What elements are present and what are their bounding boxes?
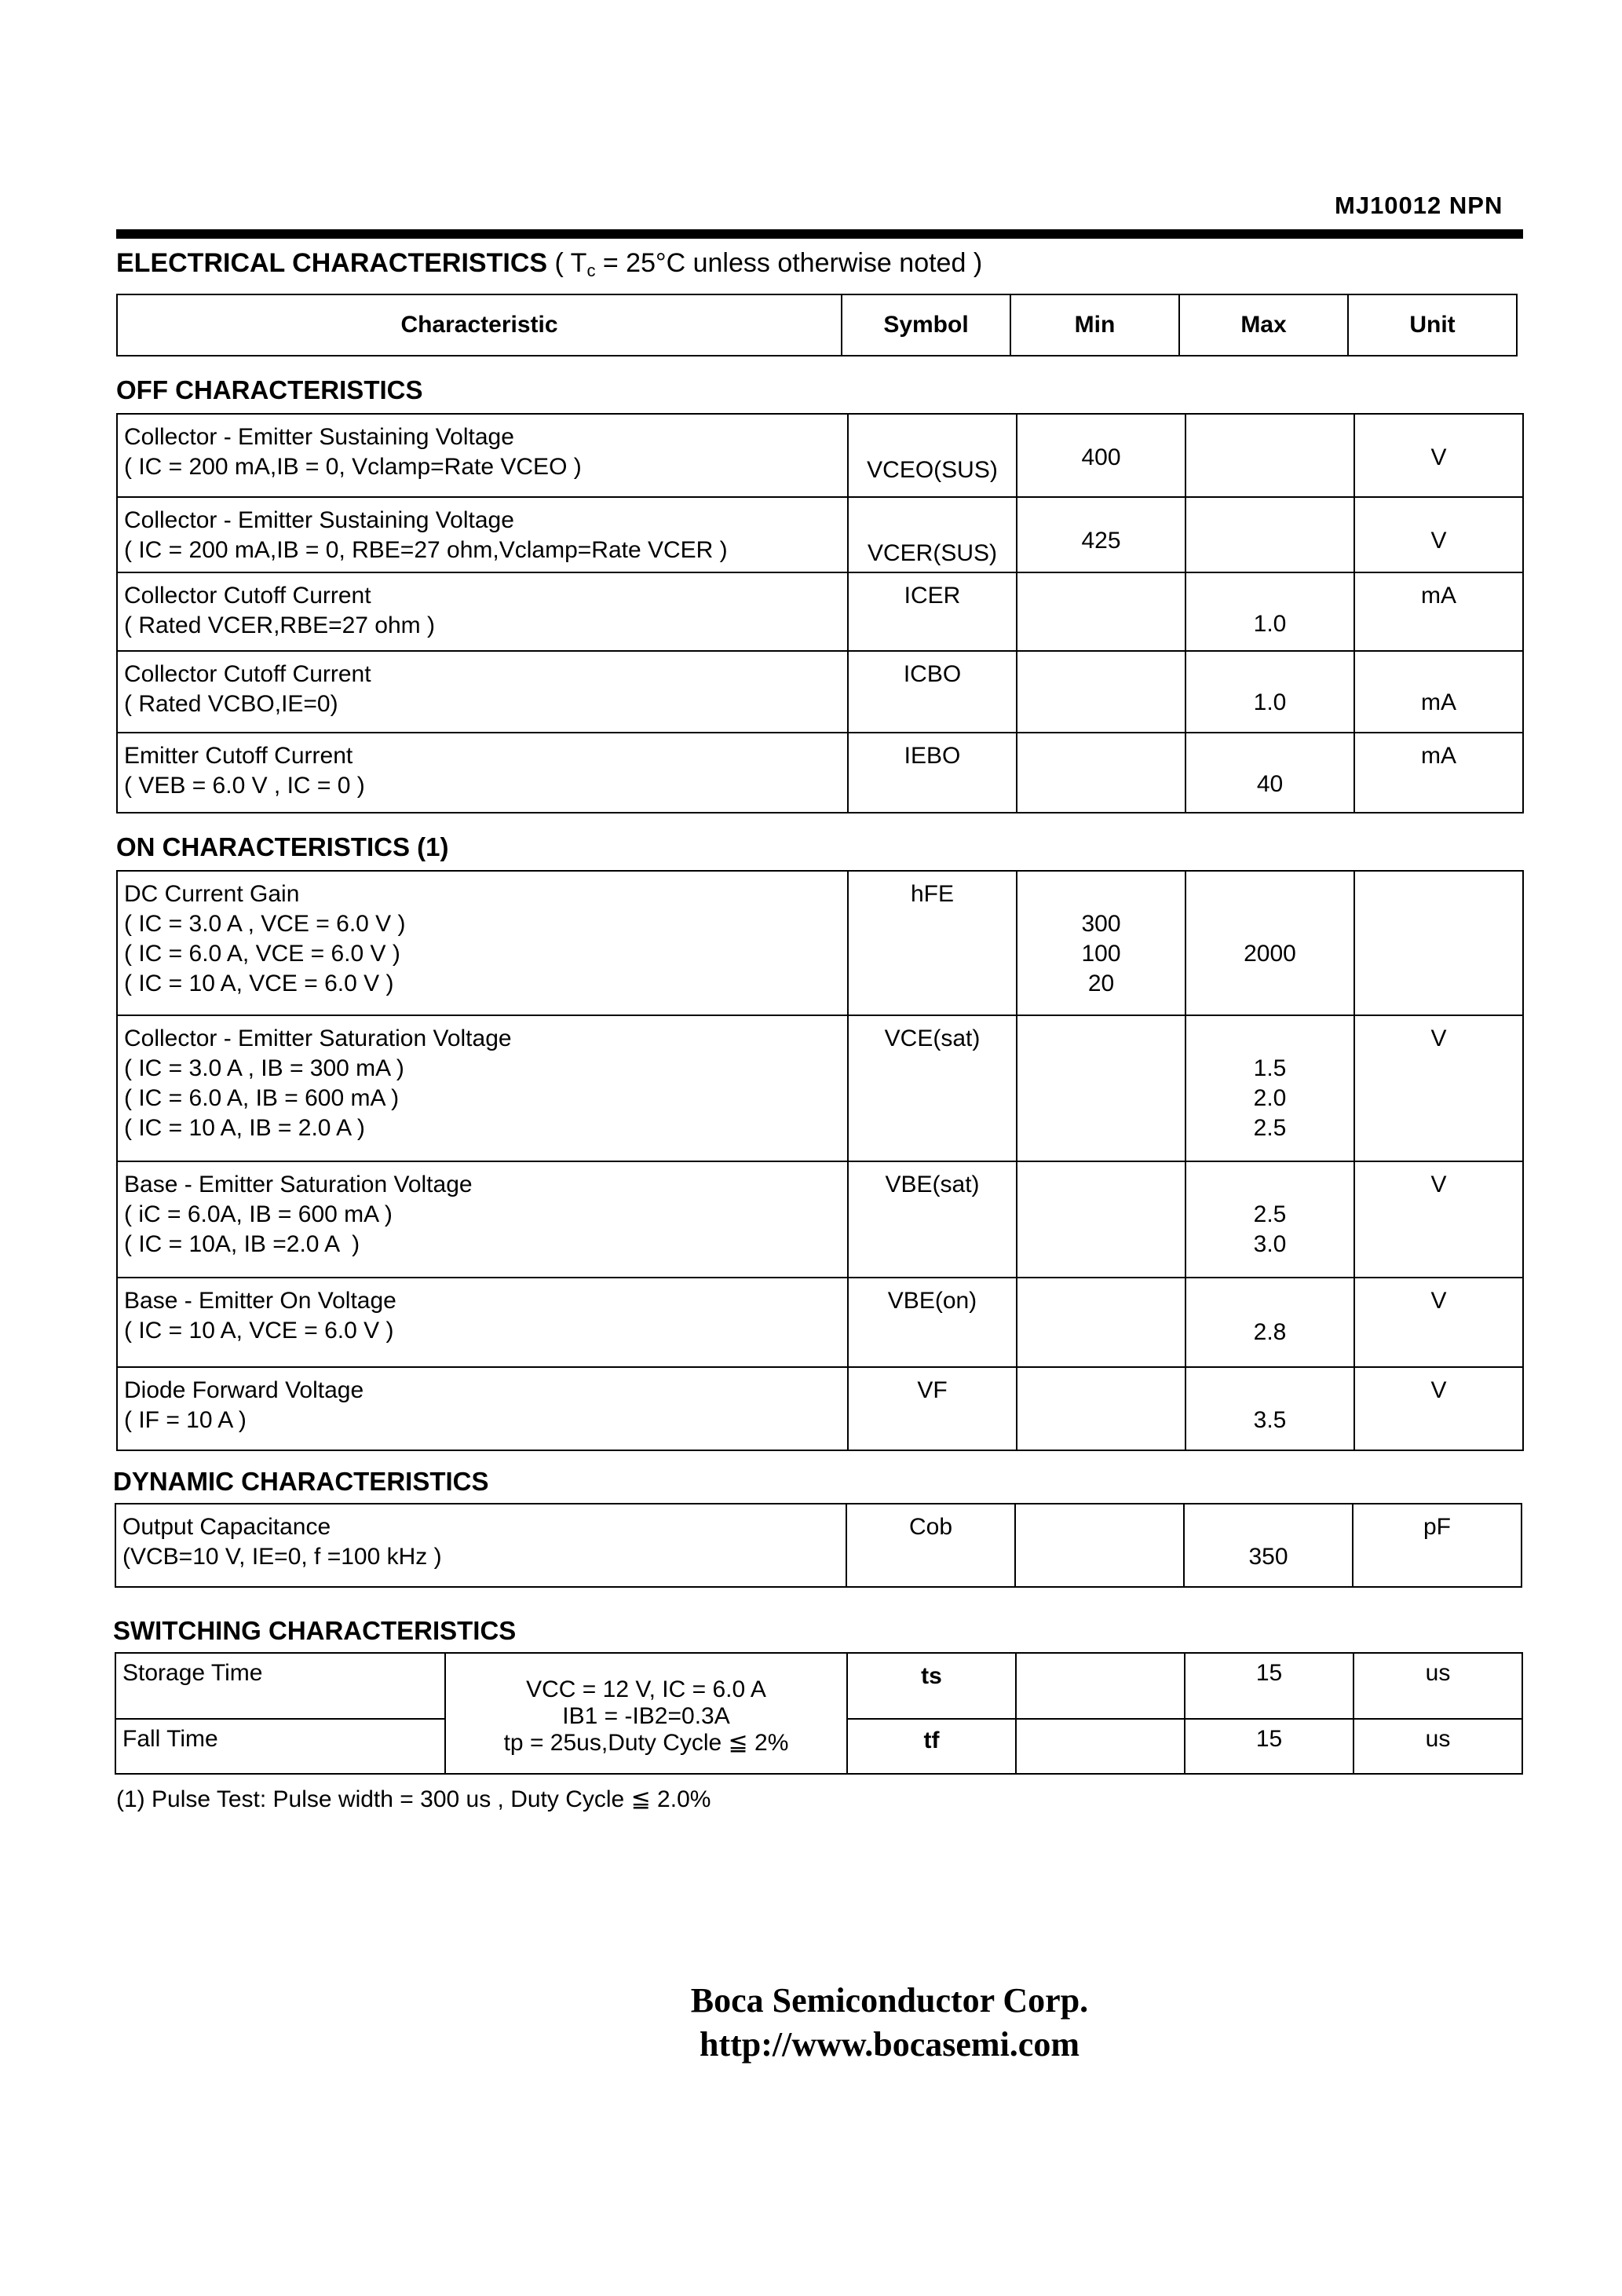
dynamic-section-title: DYNAMIC CHARACTERISTICS xyxy=(113,1467,489,1496)
characteristic-cell: Collector Cutoff Current ( Rated VCBO,IE=0) xyxy=(117,651,848,733)
unit-cell: pF xyxy=(1353,1504,1522,1587)
characteristic-cell: Storage Time xyxy=(115,1653,445,1719)
table-row xyxy=(115,1504,1522,1587)
symbol-cell: VF xyxy=(848,1367,1017,1450)
unit-cell: V xyxy=(1354,497,1523,572)
title-main: ELECTRICAL CHARACTERISTICS xyxy=(116,248,548,278)
min-cell xyxy=(1017,1278,1185,1367)
header-table xyxy=(116,294,1518,356)
max-cell: 1.0 xyxy=(1185,651,1354,733)
on-table xyxy=(116,870,1524,1451)
table-row xyxy=(117,871,1523,1015)
electrical-characteristics-title xyxy=(116,248,982,279)
unit-cell: V xyxy=(1354,1015,1523,1161)
max-cell: 1.5 2.0 2.5 xyxy=(1185,1015,1354,1161)
conditions-cell: VCC = 12 V, IC = 6.0 A IB1 = -IB2=0.3A tp = 25us,Duty Cycle ≦ 2% xyxy=(445,1653,847,1774)
min-cell xyxy=(1017,572,1185,651)
unit-cell: mA xyxy=(1354,651,1523,733)
unit-cell: V xyxy=(1354,1161,1523,1278)
symbol-cell: ICER xyxy=(848,572,1017,651)
characteristic-cell: Base - Emitter On Voltage ( IC = 10 A, VCE = 6.0 V ) xyxy=(117,1278,848,1367)
characteristic-cell: Base - Emitter Saturation Voltage ( iC = 6.0A, IB = 600 mA ) ( IC = 10A, IB =2.0 A ) xyxy=(117,1161,848,1278)
unit-cell: V xyxy=(1354,414,1523,497)
symbol-cell: hFE xyxy=(848,871,1017,1015)
max-cell: 2.5 3.0 xyxy=(1185,1161,1354,1278)
max-cell: 3.5 xyxy=(1185,1367,1354,1450)
table-row xyxy=(117,651,1523,733)
characteristic-cell: Collector Cutoff Current ( Rated VCER,RBE=27 ohm ) xyxy=(117,572,848,651)
min-cell xyxy=(1017,1015,1185,1161)
symbol-cell: VCEO(SUS) xyxy=(848,414,1017,497)
unit-cell: us xyxy=(1353,1653,1522,1719)
min-cell xyxy=(1016,1719,1185,1774)
table-row xyxy=(117,1015,1523,1161)
table-row xyxy=(117,1278,1523,1367)
table-row xyxy=(117,1161,1523,1278)
unit-cell xyxy=(1354,871,1523,1015)
symbol-cell: VBE(sat) xyxy=(848,1161,1017,1278)
max-cell xyxy=(1185,414,1354,497)
max-cell: 350 xyxy=(1184,1504,1353,1587)
min-cell xyxy=(1017,1161,1185,1278)
footnote: (1) Pulse Test: Pulse width = 300 us , Duty Cycle ≦ 2.0% xyxy=(116,1786,711,1812)
symbol-cell: VCER(SUS) xyxy=(848,497,1017,572)
max-cell: 2.8 xyxy=(1185,1278,1354,1367)
unit-cell: mA xyxy=(1354,572,1523,651)
col-characteristic: Characteristic xyxy=(117,294,842,356)
min-cell: 425 xyxy=(1017,497,1185,572)
max-cell: 2000 xyxy=(1185,871,1354,1015)
unit-cell: V xyxy=(1354,1278,1523,1367)
min-cell xyxy=(1015,1504,1184,1587)
off-section-title: OFF CHARACTERISTICS xyxy=(116,375,423,404)
characteristic-cell: Collector - Emitter Sustaining Voltage ( IC = 200 mA,IB = 0, RBE=27 ohm,Vclamp=Rate VCER ) xyxy=(117,497,848,572)
characteristic-cell: Fall Time xyxy=(115,1719,445,1774)
switching-table xyxy=(115,1652,1523,1775)
table-row xyxy=(117,497,1523,572)
unit-cell: mA xyxy=(1354,733,1523,813)
symbol-cell: tf xyxy=(847,1719,1016,1774)
switching-section-title: SWITCHING CHARACTERISTICS xyxy=(113,1616,517,1645)
max-cell: 40 xyxy=(1185,733,1354,813)
header-rule xyxy=(116,229,1523,239)
unit-cell: us xyxy=(1353,1719,1522,1774)
characteristic-cell: DC Current Gain ( IC = 3.0 A , VCE = 6.0 V ) ( IC = 6.0 A, VCE = 6.0 V ) ( IC = 10 A, VCE = 6.0 V ) xyxy=(117,871,848,1015)
table-row xyxy=(117,733,1523,813)
symbol-cell: VCE(sat) xyxy=(848,1015,1017,1161)
symbol-cell: IEBO xyxy=(848,733,1017,813)
col-symbol: Symbol xyxy=(842,294,1010,356)
min-cell xyxy=(1016,1653,1185,1719)
max-cell xyxy=(1185,497,1354,572)
characteristic-cell: Collector - Emitter Saturation Voltage ( IC = 3.0 A , IB = 300 mA ) ( IC = 6.0 A, IB = 600 mA ) ( IC = 10 A, IB = 2.0 A ) xyxy=(117,1015,848,1161)
part-number: MJ10012 NPN xyxy=(1335,192,1503,219)
min-cell xyxy=(1017,1367,1185,1450)
title-note: ( $T_c = 25^\circ C$ unless otherwise noted ) xyxy=(554,248,983,280)
symbol-cell: Cob xyxy=(846,1504,1015,1587)
max-cell: 15 xyxy=(1185,1719,1353,1774)
col-max: Max xyxy=(1179,294,1348,356)
unit-cell: V xyxy=(1354,1367,1523,1450)
col-min: Min xyxy=(1010,294,1179,356)
on-section-title: ON CHARACTERISTICS (1) xyxy=(116,832,449,861)
company-name: Boca Semiconductor Corp. xyxy=(690,1981,1089,2020)
symbol-cell: VBE(on) xyxy=(848,1278,1017,1367)
table-row xyxy=(117,572,1523,651)
min-cell xyxy=(1017,733,1185,813)
dynamic-table xyxy=(115,1503,1522,1588)
symbol-cell: ts xyxy=(847,1653,1016,1719)
company-url: http://www.bocasemi.com xyxy=(700,2025,1080,2064)
characteristic-cell: Emitter Cutoff Current ( VEB = 6.0 V , IC = 0 ) xyxy=(117,733,848,813)
max-cell: 1.0 xyxy=(1185,572,1354,651)
min-cell: 300 100 20 xyxy=(1017,871,1185,1015)
off-table xyxy=(116,413,1524,813)
table-row xyxy=(117,1367,1523,1450)
characteristic-cell: Collector - Emitter Sustaining Voltage ( IC = 200 mA,IB = 0, Vclamp=Rate VCEO ) xyxy=(117,414,848,497)
table-row xyxy=(117,414,1523,497)
company-block xyxy=(0,1979,1622,2067)
characteristic-cell: Output Capacitance (VCB=10 V, IE=0, f =100 kHz ) xyxy=(115,1504,846,1587)
col-unit: Unit xyxy=(1348,294,1517,356)
symbol-cell: ICBO xyxy=(848,651,1017,733)
table-row xyxy=(115,1653,1522,1719)
min-cell xyxy=(1017,651,1185,733)
characteristic-cell: Diode Forward Voltage ( IF = 10 A ) xyxy=(117,1367,848,1450)
min-cell: 400 xyxy=(1017,414,1185,497)
max-cell: 15 xyxy=(1185,1653,1353,1719)
